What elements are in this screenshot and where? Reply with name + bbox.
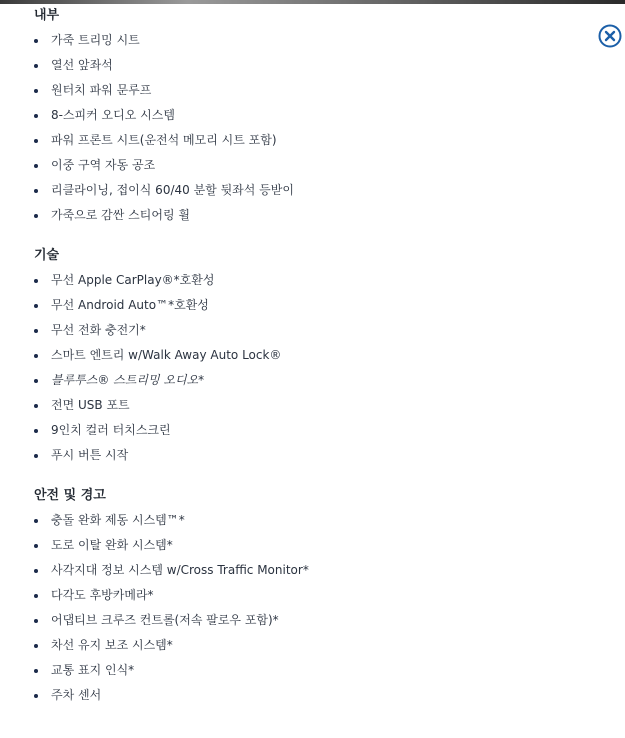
bullet-icon bbox=[34, 454, 38, 458]
list-item: 8-스피커 오디오 시스템 bbox=[34, 103, 294, 128]
list-item: 가죽으로 감싼 스티어링 휠 bbox=[34, 203, 294, 228]
list-item: 무선 전화 충전기* bbox=[34, 318, 281, 343]
list-item: 가죽 트리밍 시트 bbox=[34, 28, 294, 53]
list-item: 블루투스® 스트리밍 오디오* bbox=[34, 368, 281, 393]
bullet-icon bbox=[34, 619, 38, 623]
bullet-icon bbox=[34, 544, 38, 548]
bullet-icon bbox=[34, 569, 38, 573]
section-title-interior: 내부 bbox=[34, 8, 60, 23]
bullet-icon bbox=[34, 64, 38, 68]
list-item: 교통 표지 인식* bbox=[34, 658, 309, 683]
bullet-icon bbox=[34, 694, 38, 698]
bullet-icon bbox=[34, 139, 38, 143]
list-item: 충돌 완화 제동 시스템™* bbox=[34, 508, 309, 533]
list-item: 전면 USB 포트 bbox=[34, 393, 281, 418]
bullet-icon bbox=[34, 189, 38, 193]
section-title-technology: 기술 bbox=[34, 248, 60, 263]
list-item: 도로 이탈 완화 시스템* bbox=[34, 533, 309, 558]
bullet-icon bbox=[34, 379, 38, 383]
list-item: 어댑티브 크루즈 컨트롤(저속 팔로우 포함)* bbox=[34, 608, 309, 633]
list-item: 열선 앞좌석 bbox=[34, 53, 294, 78]
interior-feature-list bbox=[34, 28, 294, 228]
close-icon bbox=[598, 24, 622, 48]
list-item: 사각지대 정보 시스템 w/Cross Traffic Monitor* bbox=[34, 558, 309, 583]
list-item: 푸시 버튼 시작 bbox=[34, 443, 281, 468]
close-button[interactable] bbox=[598, 24, 622, 48]
list-item: 리클라이닝, 접이식 60/40 분할 뒷좌석 등받이 bbox=[34, 178, 294, 203]
bullet-icon bbox=[34, 39, 38, 43]
bullet-icon bbox=[34, 89, 38, 93]
bullet-icon bbox=[34, 404, 38, 408]
bullet-icon bbox=[34, 164, 38, 168]
list-item: 원터치 파워 문루프 bbox=[34, 78, 294, 103]
list-item: 다각도 후방카메라* bbox=[34, 583, 309, 608]
list-item: 무선 Apple CarPlay®*호환성 bbox=[34, 268, 281, 293]
bullet-icon bbox=[34, 304, 38, 308]
bullet-icon bbox=[34, 114, 38, 118]
list-item: 파워 프론트 시트(운전석 메모리 시트 포함) bbox=[34, 128, 294, 153]
bullet-icon bbox=[34, 329, 38, 333]
section-title-safety: 안전 및 경고 bbox=[34, 488, 106, 503]
list-item: 9인치 컬러 터치스크린 bbox=[34, 418, 281, 443]
bullet-icon bbox=[34, 429, 38, 433]
list-item: 주차 센서 bbox=[34, 683, 309, 708]
bullet-icon bbox=[34, 279, 38, 283]
list-item: 무선 Android Auto™*호환성 bbox=[34, 293, 281, 318]
list-item: 스마트 엔트리 w/Walk Away Auto Lock® bbox=[34, 343, 281, 368]
bullet-icon bbox=[34, 644, 38, 648]
list-item: 이중 구역 자동 공조 bbox=[34, 153, 294, 178]
bullet-icon bbox=[34, 669, 38, 673]
technology-feature-list bbox=[34, 268, 281, 468]
bullet-icon bbox=[34, 594, 38, 598]
bullet-icon bbox=[34, 519, 38, 523]
bullet-icon bbox=[34, 354, 38, 358]
top-image-strip bbox=[0, 0, 625, 4]
bullet-icon bbox=[34, 214, 38, 218]
list-item: 차선 유지 보조 시스템* bbox=[34, 633, 309, 658]
safety-feature-list bbox=[34, 508, 309, 708]
